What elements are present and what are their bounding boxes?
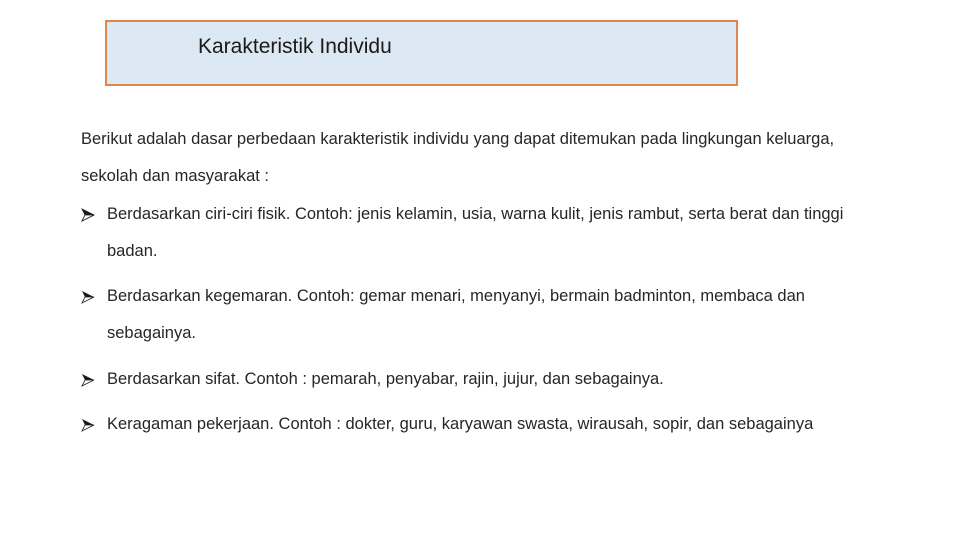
slide-title: Karakteristik Individu [198, 35, 392, 58]
bullet-text: Berdasarkan kegemaran. Contoh: gemar menari, menyanyi, bermain badminton, membaca dan sebagainya. [107, 287, 805, 342]
arrowhead-bullet-icon [81, 196, 97, 233]
bullet-item [81, 196, 867, 270]
arrowhead-bullet-icon [81, 406, 97, 443]
arrowhead-bullet-icon [81, 361, 97, 398]
bullet-text: Keragaman pekerjaan. Contoh : dokter, guru, karyawan swasta, wirausah, sopir, dan sebagainya [107, 415, 814, 433]
arrowhead-bullet-icon [81, 278, 97, 315]
bullet-text: Berdasarkan ciri-ciri fisik. Contoh: jenis kelamin, usia, warna kulit, jenis rambut, serta berat dan tinggi badan. [107, 205, 844, 260]
intro-paragraph [81, 121, 881, 195]
bullet-text: Berdasarkan sifat. Contoh : pemarah, penyabar, rajin, jujur, dan sebagainya. [107, 370, 664, 388]
intro-text: Berikut adalah dasar perbedaan karakteristik individu yang dapat ditemukan pada lingkungan keluarga, sekolah dan masyarakat : [81, 130, 835, 185]
bullet-item [81, 406, 867, 443]
bullet-item [81, 361, 867, 398]
bullet-item [81, 278, 867, 352]
